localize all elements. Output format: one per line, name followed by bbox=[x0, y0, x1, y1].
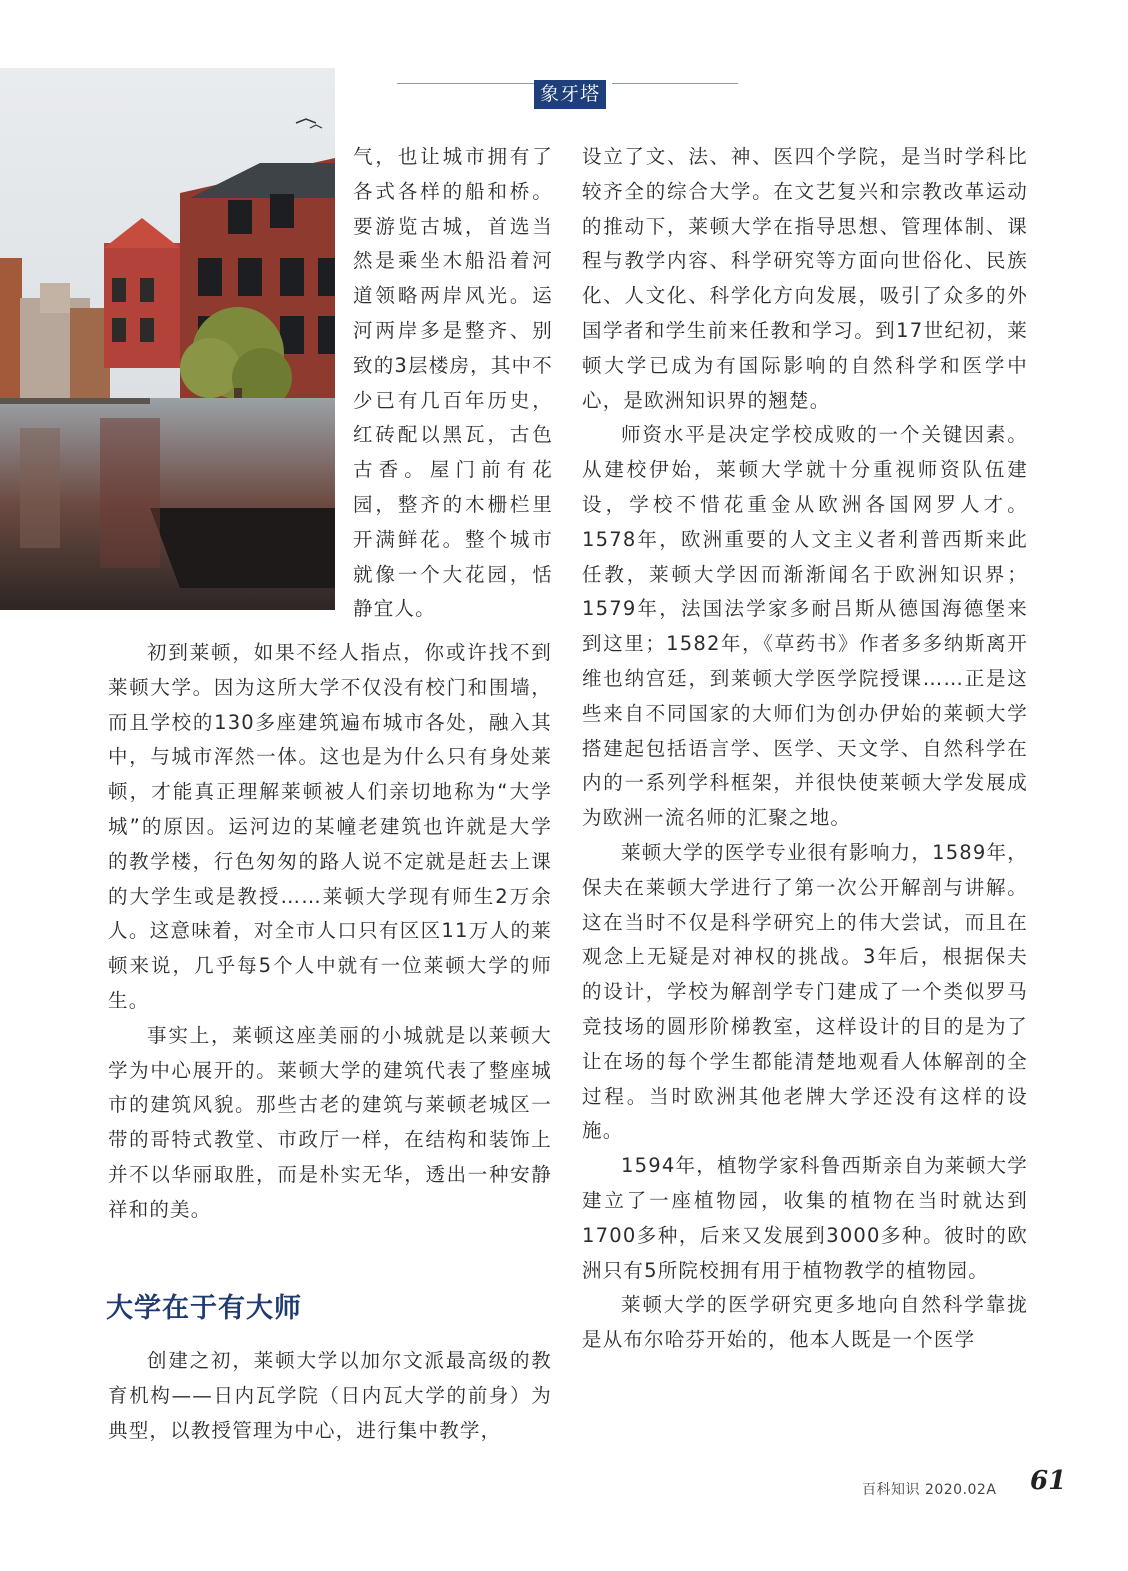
paragraph: 气，也让城市拥有了各式各样的船和桥。要游览古城，首选当然是乘坐木船沿着河道领略两岸风光。运河两岸多是整齐、别致的3层楼房，其中不少已有几百年历史，红砖配以黑瓦，古色古香。屋门前有花园，整齐的木栅栏里开满鲜花。整个城市就像一个大花园，恬静宜人。 bbox=[353, 145, 553, 621]
paragraph: 师资水平是决定学校成败的一个关键因素。从建校伊始，莱顿大学就十分重视师资队伍建设，学校不惜花重金从欧洲各国网罗人才。1578年，欧洲重要的人文主义者利普西斯来此任教，莱顿大学因而渐渐闻名于欧洲知识界；1579年，法国法学家多耐吕斯从德国海德堡来到这里；1582年，《草药书》作者多多纳斯离开维也纳宫廷，到莱顿大学医学院授课……正是这些来自不同国家的大师们为创办伊始的莱顿大学搭建起包括语言学、医学、天文学、自然科学在内的一系列学科框架，并很快使莱顿大学发展成为欧洲一流名师的汇聚之地。 bbox=[582, 423, 1028, 830]
journal-name: 百科知识 2020.02A bbox=[862, 1482, 997, 1498]
header-rule-right bbox=[612, 83, 738, 84]
leiden-canal-photo bbox=[0, 68, 335, 610]
section-heading: 大学在于有大师 bbox=[106, 1293, 302, 1324]
paragraph: 初到莱顿，如果不经人指点，你或许找不到莱顿大学。因为这所大学不仅没有校门和围墙，而且学校的130多座建筑遍布城市各处，融入其中，与城市浑然一体。这也是为什么只有身处莱顿，才能真正理解莱顿被人们亲切地称为“大学城”的原因。运河边的某幢老建筑也许就是大学的教学楼，行色匆匆的路人说不定就是赶去上课的大学生或是教授……莱顿大学现有师生2万余人。这意味着，对全市人口只有区区11万人的莱顿来说，几乎每5个人中就有一位莱顿大学的师生。 bbox=[108, 641, 552, 1012]
page-number: 61 bbox=[1030, 1466, 1067, 1496]
paragraph: 设立了文、法、神、医四个学院，是当时学科比较齐全的综合大学。在文艺复兴和宗教改革运动的推动下，莱顿大学在指导思想、管理体制、课程与教学内容、科学研究等方面向世俗化、民族化、人文化、科学化方向发展，吸引了众多的外国学者和学生前来任教和学习。到17世纪初，莱顿大学已成为有国际影响的自然科学和医学中心，是欧洲知识界的翘楚。 bbox=[582, 145, 1028, 412]
paragraph: 莱顿大学的医学研究更多地向自然科学靠拢是从布尔哈芬开始的，他本人既是一个医学 bbox=[582, 1293, 1028, 1352]
section-tag: 象牙塔 bbox=[534, 80, 606, 109]
paragraph: 莱顿大学的医学专业很有影响力，1589年，保夫在莱顿大学进行了第一次公开解剖与讲解。这在当时不仅是科学研究上的伟大尝试，而且在观念上无疑是对神权的挑战。3年后，根据保夫的设计，学校为解剖学专门建成了一个类似罗马竞技场的圆形阶梯教室，这样设计的目的是为了让在场的每个学生都能清楚地观看人体解剖的全过程。当时欧洲其他老牌大学还没有这样的设施。 bbox=[582, 840, 1028, 1143]
narrow-column bbox=[353, 140, 553, 627]
right-column bbox=[582, 140, 1028, 1358]
left-column-lower bbox=[108, 1344, 552, 1448]
paragraph: 事实上，莱顿这座美丽的小城就是以莱顿大学为中心展开的。莱顿大学的建筑代表了整座城市的建筑风貌。那些古老的建筑与莱顿老城区一带的哥特式教堂、市政厅一样，在结构和装饰上并不以华丽取胜，而是朴实无华，透出一种安静祥和的美。 bbox=[108, 1023, 552, 1221]
header-rule-left bbox=[397, 83, 534, 84]
paragraph: 创建之初，莱顿大学以加尔文派最高级的教育机构——日内瓦学院（日内瓦大学的前身）为典型，以教授管理为中心，进行集中教学， bbox=[108, 1349, 552, 1442]
paragraph: 1594年，植物学家科鲁西斯亲自为莱顿大学建立了一座植物园，收集的植物在当时就达到1700多种，后来又发展到3000多种。彼时的欧洲只有5所院校拥有用于植物教学的植物园。 bbox=[582, 1154, 1028, 1282]
left-column-upper bbox=[108, 636, 552, 1228]
